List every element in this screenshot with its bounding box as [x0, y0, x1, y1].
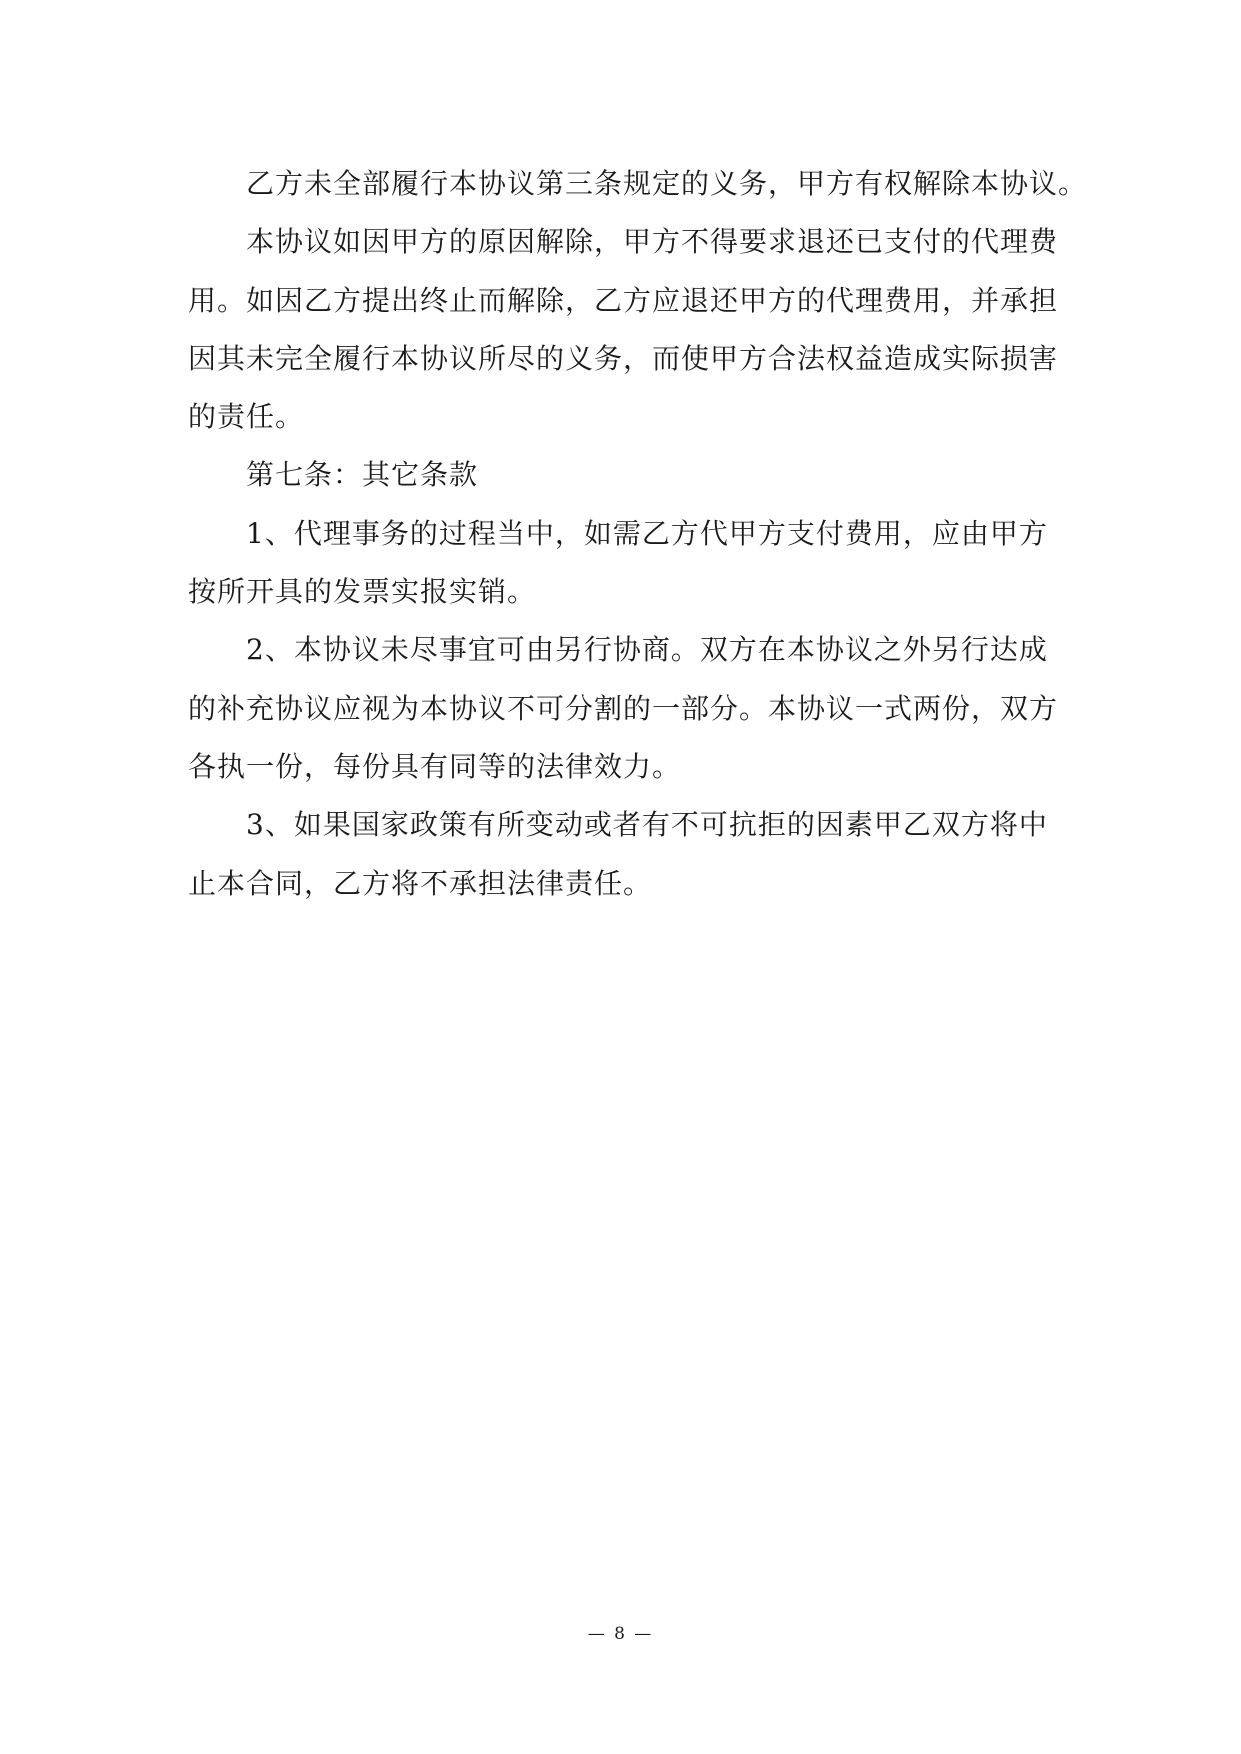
clause-line: 各执一份，每份具有同等的法律效力。	[188, 749, 682, 783]
paragraph-line: 本协议如因甲方的原因解除，甲方不得要求退还已支付的代理费	[246, 225, 1059, 259]
clause-line: 1、代理事务的过程当中，如需乙方代甲方支付费用，应由甲方	[246, 516, 1048, 550]
clause-line: 2、本协议未尽事宜可由另行协商。双方在本协议之外另行达成	[246, 633, 1048, 667]
section-heading: 第七条：其它条款	[246, 458, 479, 492]
clause-line: 3、如果国家政策有所变动或者有不可抗拒的因素甲乙双方将中	[246, 808, 1048, 842]
paragraph-line: 因其未完全履行本协议所尽的义务，而使甲方合法权益造成实际损害	[188, 341, 1059, 375]
page-number: — 8 —	[587, 1624, 654, 1644]
clause-line: 的补充协议应视为本协议不可分割的一部分。本协议一式两份，双方	[188, 691, 1059, 725]
paragraph-line: 的责任。	[188, 400, 305, 434]
paragraph-line: 乙方未全部履行本协议第三条规定的义务，甲方有权解除本协议。	[246, 167, 1088, 200]
clause-line: 按所开具的发票实报实销。	[188, 575, 537, 609]
clause-line: 止本合同，乙方将不承担法律责任。	[188, 866, 653, 900]
paragraph-line: 用。如因乙方提出终止而解除，乙方应退还甲方的代理费用，并承担	[188, 283, 1059, 317]
document-body	[188, 155, 1088, 913]
